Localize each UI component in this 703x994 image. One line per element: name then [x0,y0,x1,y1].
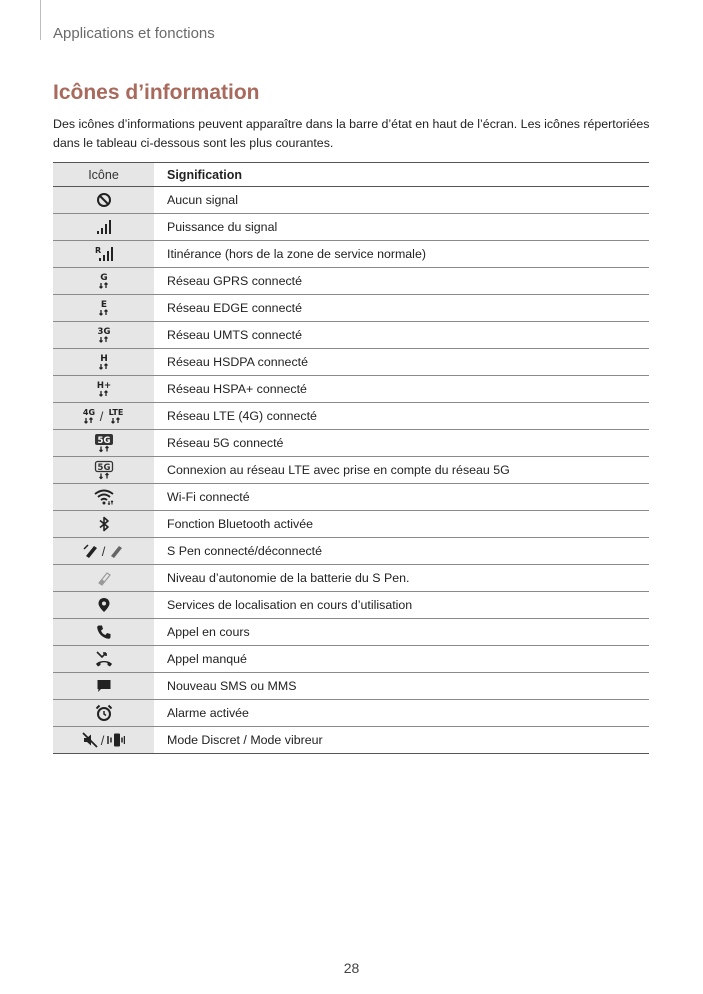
s-pen-battery-icon [96,570,112,586]
section-title: Icônes d’information [53,81,260,104]
location-icon [97,597,111,613]
row-text: Itinérance (hors de la zone de service normale) [154,241,649,268]
five-g-letter: 5G [97,436,110,446]
table-row [53,457,649,484]
5g-icon [94,433,114,453]
table-row [53,673,649,700]
row-text: Connexion au réseau LTE avec prise en compte du réseau 5G [154,457,649,484]
table-row [53,565,649,592]
column-header-meaning: Signification [154,163,649,187]
row-text: Réseau HSPA+ connecté [154,376,649,403]
gprs-letter: G [99,273,108,283]
row-text: Réseau HSDPA connecté [154,349,649,376]
hsdpa-letter: H [99,354,108,364]
table-row [53,187,649,214]
table-row [53,592,649,619]
roaming-icon [95,246,113,262]
umts-letter: 3G [97,327,110,337]
wifi-icon [94,489,114,505]
table-row [53,403,649,430]
header-rule [40,0,41,40]
hspa-plus-letter: H+ [96,381,111,391]
row-text: Puissance du signal [154,214,649,241]
no-signal-icon [96,192,112,208]
table-row [53,322,649,349]
table-row [53,646,649,673]
s-pen-connected-icon [83,543,99,559]
row-text: Services de localisation en cours d’utilisation [154,592,649,619]
page-number: 28 [343,960,360,976]
row-text: Réseau GPRS connecté [154,268,649,295]
table-row [53,727,649,754]
icon-separator: / [99,408,104,424]
five-g-outline-letter: 5G [97,463,110,473]
row-text: Appel manqué [154,646,649,673]
row-text: Niveau d’autonomie de la batterie du S Pen. [154,565,649,592]
table-row [53,538,649,565]
table-header-row [53,163,649,187]
intro-paragraph: Des icônes d’informations peuvent apparaître dans la barre d’état en haut de l’écran. Les icônes répertoriées dans le tableau ci-dessous sont les plus courantes. [53,117,650,150]
row-text: Réseau LTE (4G) connecté [154,403,649,430]
mute-icon [82,732,98,748]
message-icon [96,678,112,694]
table-row [53,268,649,295]
row-text: Aucun signal [154,187,649,214]
lte-icon [106,407,126,425]
table-row [53,241,649,268]
hspa-plus-icon [95,380,113,398]
lte-letter: LTE [108,408,124,417]
vibrate-icon [107,732,125,748]
table-row [53,376,649,403]
lte-4g-icon [81,407,97,425]
row-text: Réseau UMTS connecté [154,322,649,349]
table-row [53,295,649,322]
icon-table [53,162,649,754]
icon-separator: / [101,543,106,559]
row-text: S Pen connecté/déconnecté [154,538,649,565]
roaming-letter: R [94,246,101,255]
table-row [53,511,649,538]
row-text: Wi-Fi connecté [154,484,649,511]
edge-letter: E [100,300,107,310]
table-row [53,619,649,646]
row-text: Appel en cours [154,619,649,646]
icon-separator: / [100,732,105,748]
row-text: Nouveau SMS ou MMS [154,673,649,700]
hsdpa-icon [95,353,113,371]
alarm-icon [95,704,113,722]
column-header-icon: Icône [53,163,154,187]
missed-call-icon [95,650,113,668]
edge-icon [95,299,113,317]
gprs-icon [95,272,113,290]
table-row [53,484,649,511]
signal-strength-icon [96,219,112,235]
5g-lte-icon [94,460,114,480]
table-row [53,700,649,727]
table-row [53,430,649,457]
call-icon [96,624,112,640]
3g-icon [95,326,113,344]
bluetooth-icon [98,516,110,532]
table-row [53,349,649,376]
row-text: Réseau 5G connecté [154,430,649,457]
lte-4g-letter: 4G [82,408,95,417]
row-text: Mode Discret / Mode vibreur [154,727,649,754]
running-header: Applications et fonctions [53,25,215,42]
table-row [53,214,649,241]
row-text: Réseau EDGE connecté [154,295,649,322]
row-text: Alarme activée [154,700,649,727]
row-text: Fonction Bluetooth activée [154,511,649,538]
s-pen-disconnected-icon [108,543,124,559]
